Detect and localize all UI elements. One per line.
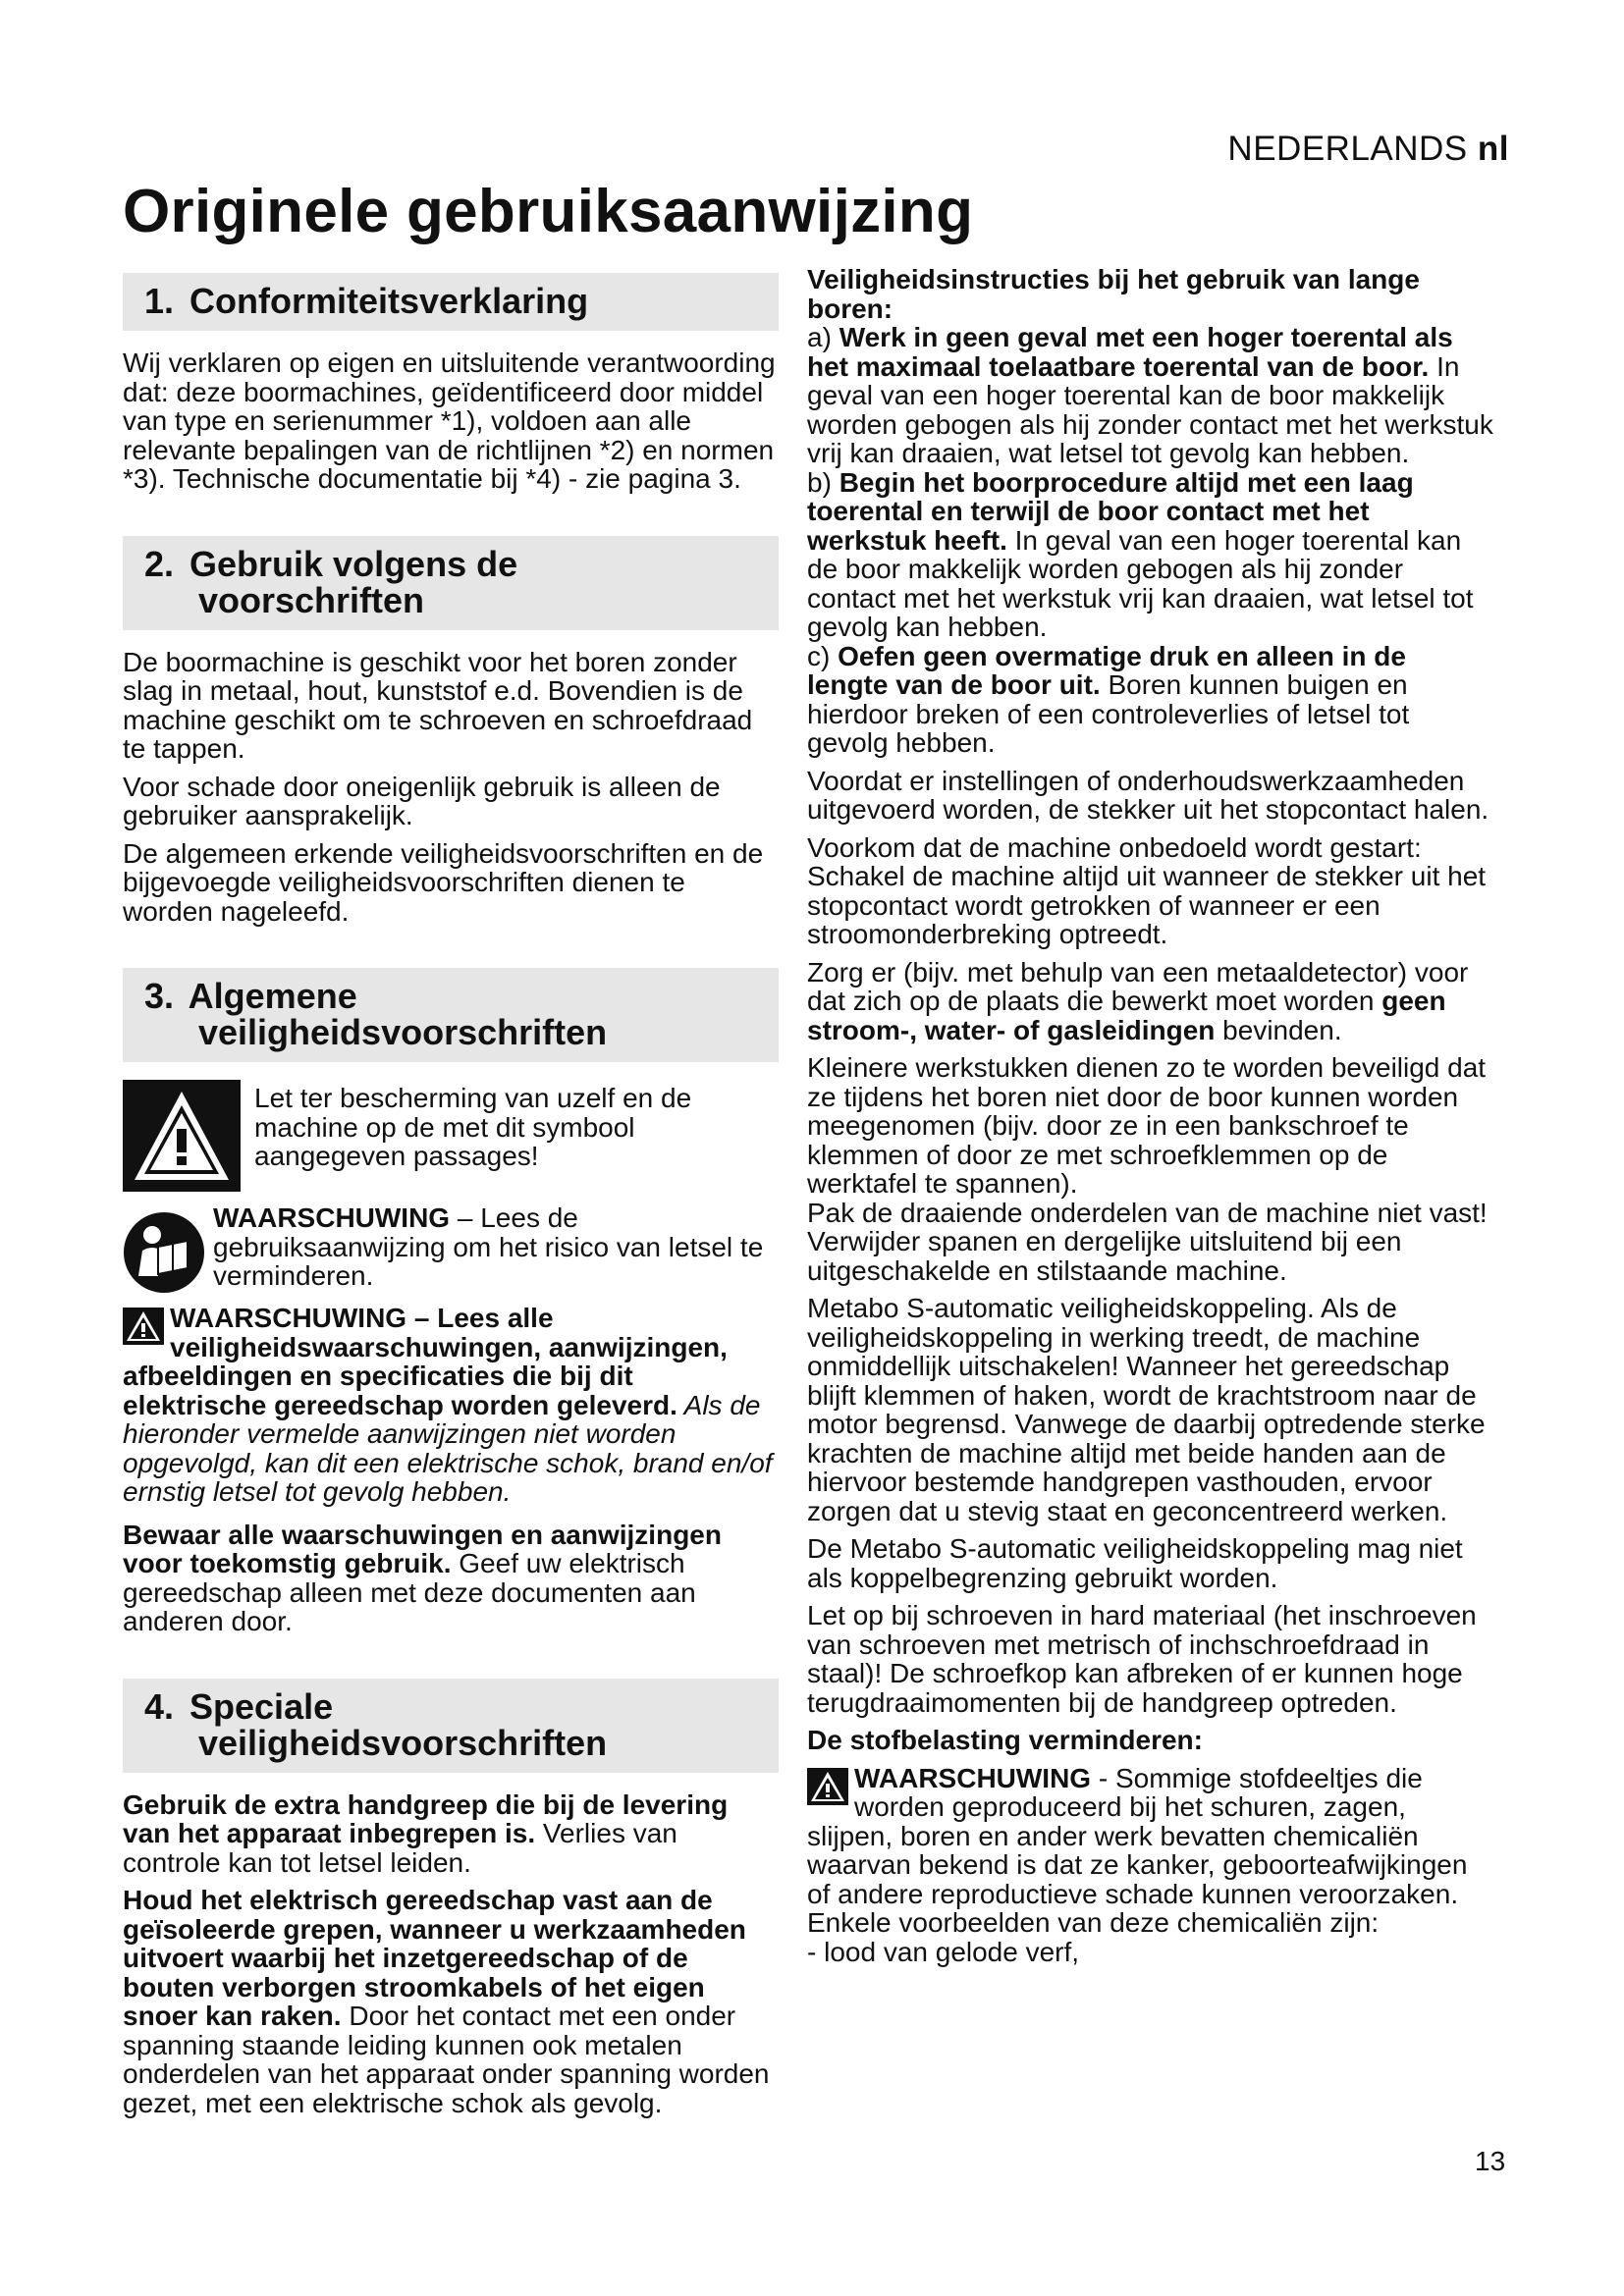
general-warning: WAARSCHUWING – Lees alle veiligheidswaarschuwingen, aanwijzingen, afbeeldingen en specificaties die bij dit elektrische gereedschap worden geleverd. Als de hieronder vermelde aanwijzingen niet worden opgevolgd, kan dit een elektrische schok, brand en/of ernstig letsel tot gevolg hebben. xyxy=(123,1303,773,1507)
keep-instructions: Bewaar alle waarschuwingen en aanwijzingen voor toekomstig gebruik. Geef uw elektrisch gereedschap alleen met deze documenten aan anderen door. xyxy=(123,1519,722,1636)
dust-list-item: - lood van gelode verf, xyxy=(807,1936,1080,1967)
warning-triangle-icon xyxy=(807,1768,848,1805)
dust-warning: WAARSCHUWING - Sommige stofdeeltjes die worden geproduceerd bij het schuren, zagen, slijpen, boren en ander werk bevatten chemicaliën waarvan bekend is dat ze kanker, geboorteafwijkingen of andere reproductieve schade kunnen veroorzaken. Enkele voorbeelden van deze chemicaliën zijn: xyxy=(807,1762,1468,1938)
long-bits-c: c) Oefen geen overmatige druk en alleen in de lengte van de boor uit. Boren kunnen buigen en hierdoor breken of een controleverlies of letsel tot gevolg hebben. xyxy=(807,640,1410,758)
read-manual-icon xyxy=(123,1211,205,1294)
section-2-text-2: Voor schade door oneigenlijk gebruik is alleen de gebruiker aansprakelijk. xyxy=(123,771,721,830)
page-title: Originele gebruiksaanwijzing xyxy=(123,178,974,245)
page-number: 13 xyxy=(1475,2146,1506,2176)
unintended-start-text: Voorkom dat de machine onbedoeld wordt gestart: Schakel de machine altijd uit wanneer de stekker uit het stopcontact wordt getrokken of wanneer er een stroomonderbreking optreedt. xyxy=(807,831,1487,949)
section-4-heading: 4. Speciale veiligheidsvoorschriften xyxy=(123,1679,779,1773)
warning-triangle-icon xyxy=(123,1080,241,1192)
unplug-text: Voordat er instellingen of onderhoudswerkzaamheden uitgevoerd worden, de stekker uit het stopcontact halen. xyxy=(807,765,1489,825)
left-column xyxy=(123,265,779,2126)
detector-text: Zorg er (bijv. met behulp van een metaaldetector) voor dat zich op de plaats die bewerkt moet worden geen stroom-, water- of gasleidingen bevinden. xyxy=(807,956,1469,1045)
section-1-heading: 1. Conformiteitsverklaring xyxy=(123,273,779,331)
section-1-text: Wij verklaren op eigen en uitsluitende verantwoording dat: deze boormachines, geïdentificeerd door middel van type en serienummer *1), voldoen aan alle relevante bepalingen van de richtlijnen *2) en normen *3). Technische documentatie bij *4) - zie pagina 3. xyxy=(123,347,776,494)
warning-triangle-icon xyxy=(123,1308,164,1345)
dust-heading: De stofbelasting verminderen: xyxy=(807,1725,1203,1755)
extra-handle-text: Gebruik de extra handgreep die bij de levering van het apparaat inbegrepen is. Verlies van controle kan tot letsel leiden. xyxy=(123,1789,729,1878)
section-2-heading: 2. Gebruik volgens de voorschriften xyxy=(123,536,779,630)
language-name: NEDERLANDS xyxy=(1227,130,1468,168)
long-bits-heading: Veiligheidsinstructies bij het gebruik van lange boren: xyxy=(807,264,1420,324)
long-bits-b: b) Begin het boorprocedure altijd met een laag toerental en terwijl de boor contact met het werkstuk heeft. In geval van een hoger toerental kan de boor makkelijk worden gebogen als hij zonder contact met het werkstuk vrij kan draaien, wat letsel tot gevolg kan hebben. xyxy=(807,466,1474,642)
s-automatic-limit-text: De Metabo S-automatic veiligheidskoppeling mag niet als koppelbegrenzing gebruikt worden. xyxy=(807,1533,1463,1593)
language-code: nl xyxy=(1477,130,1509,168)
read-manual-warning: WAARSCHUWING – Lees de gebruiksaanwijzing om het risico van letsel te verminderen. xyxy=(123,1201,779,1294)
rotating-parts-text: Pak de draaiende onderdelen van de machine niet vast! Verwijder spanen en dergelijke uitsluitend bij een uitgeschakelde en stilstaande machine. xyxy=(807,1197,1488,1286)
insulated-grips-text: Houd het elektrisch gereedschap vast aan de geïsoleerde grepen, wanneer u werkzaamheden uitvoert waarbij het inzetgereedschap of de bouten verborgen stroomkabels of het eigen snoer kan raken. Door het contact met een onder spanning staande leiding kunnen ook metalen onderdelen van het apparaat onder spanning worden gezet, met een elektrische schok als gevolg. xyxy=(123,1885,770,2118)
hard-material-text: Let op bij schroeven in hard materiaal (het inschroeven van schroeven met metrisch of inchschroefdraad in staal)! De schroefkop kan afbreken of er kunnen hoge terugdraaimomenten bij de handgreep optreden. xyxy=(807,1600,1477,1718)
long-bits-a: a) Werk in geen geval met een hoger toerental als het maximaal toelaatbare toerental van de boor. In geval van een hoger toerental kan de boor makkelijk worden gebogen als hij zonder contact met het werkstuk vrij kan draaien, wat letsel tot gevolg kan hebben. xyxy=(807,322,1493,468)
section-2-text-3: De algemeen erkende veiligheidsvoorschriften en de bijgevoegde veiligheidsvoorschriften dienen te worden nageleefd. xyxy=(123,837,764,927)
s-automatic-text: Metabo S-automatic veiligheidskoppeling. Als de veiligheidskoppeling in werking treedt, de machine onmiddellijk uitschakelen! Wanneer het gereedschap blijft klemmen of haken, wordt de krachtstroom naar de motor begrensd. Vanwege de daarbij optredende sterke krachten de machine altijd met beide handen aan de hiervoor bestemde handgrepen vasthouden, ervoor zorgen dat u stevig staat en geconcentreerd werken. xyxy=(807,1293,1486,1526)
right-column xyxy=(807,265,1494,1975)
section-3-heading: 3. Algemene veiligheidsvoorschriften xyxy=(123,968,779,1062)
symbol-explanation-text: Let ter bescherming van uzelf en de machine op de met dit symbool aangegeven passages! xyxy=(254,1083,692,1171)
section-2-text-1: De boormachine is geschikt voor het boren zonder slag in metaal, hout, kunststof e.d. Bovendien is de machine geschikt om te schroeven en schroefdraad te tappen. xyxy=(123,646,753,764)
small-workpieces-text: Kleinere werkstukken dienen zo te worden beveiligd dat ze tijdens het boren niet door de boor kunnen worden meegenomen (bijv. door ze in een bankschroef te klemmen of door ze met schroefklemmen op de werktafel te spannen). xyxy=(807,1052,1487,1199)
language-header xyxy=(1080,130,1509,169)
section-1-title: Conformiteitsverklaring xyxy=(189,281,589,321)
symbol-explanation xyxy=(123,1080,779,1192)
